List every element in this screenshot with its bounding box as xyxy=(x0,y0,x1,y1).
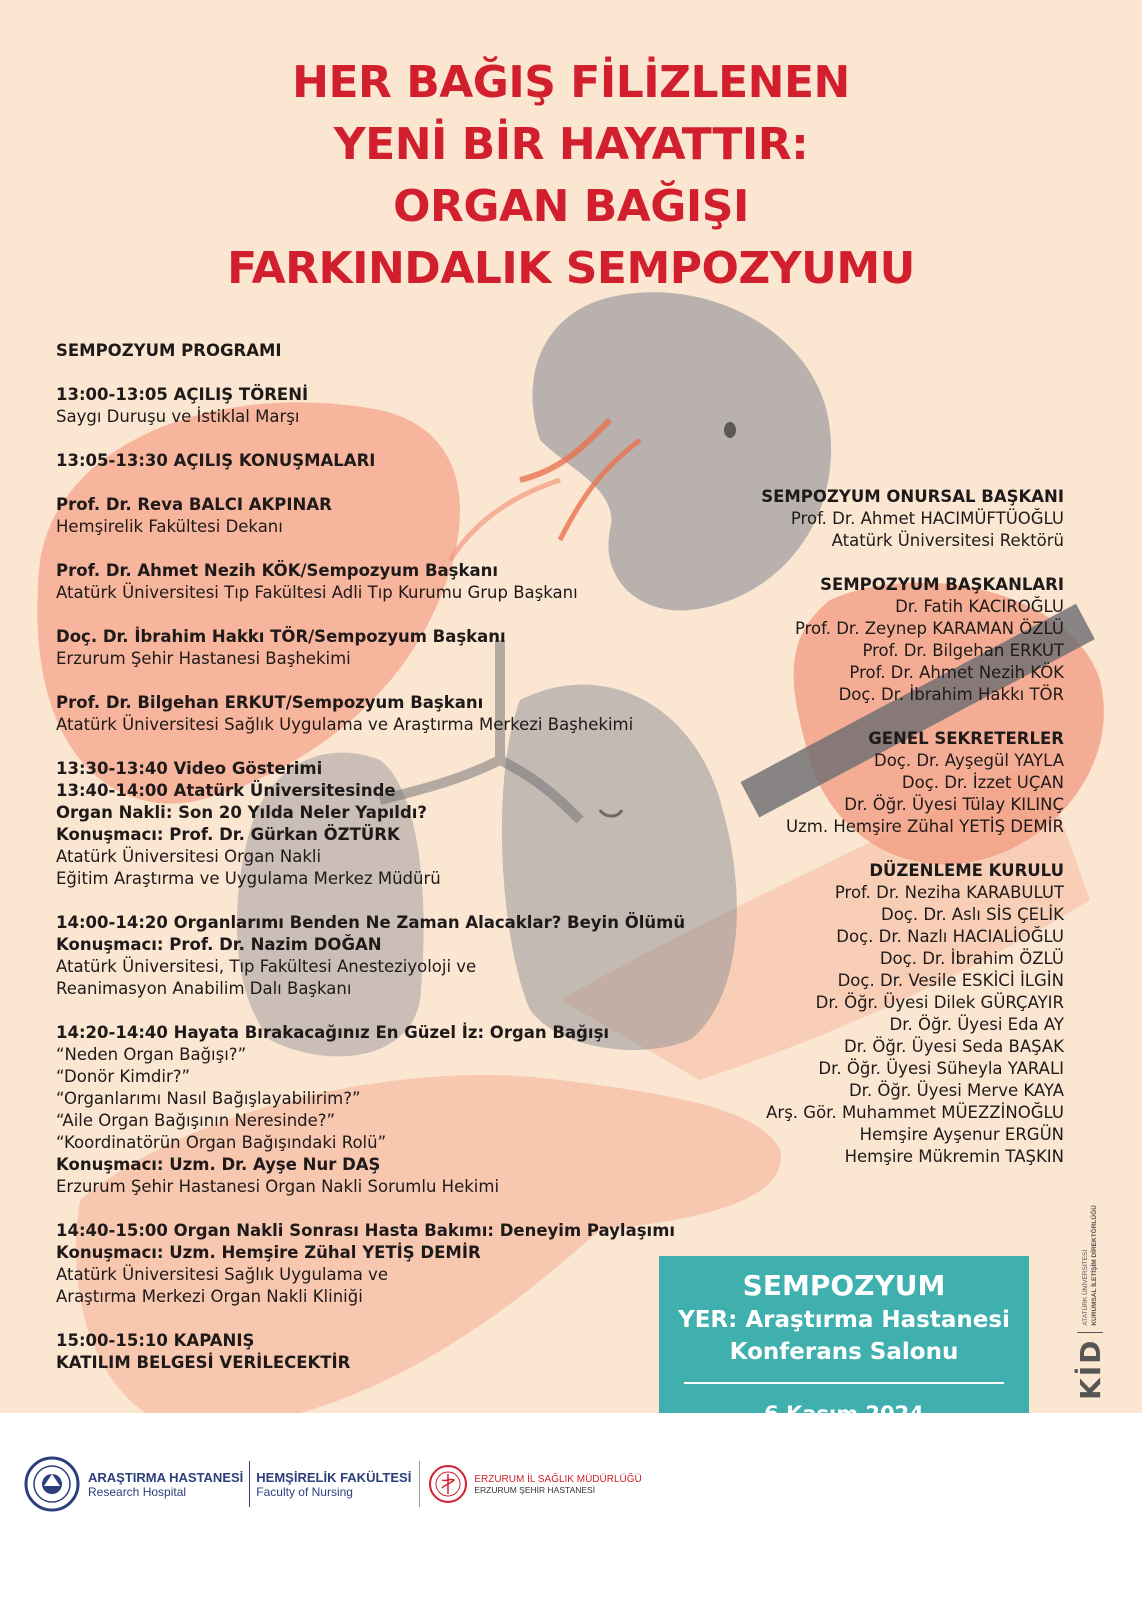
university-seal-icon xyxy=(24,1456,80,1512)
program-line: Reanimasyon Anabilim Dalı Başkanı xyxy=(56,979,352,998)
program-line: Atatürk Üniversitesi Organ Nakli xyxy=(56,847,322,866)
kid-text xyxy=(1081,1205,1099,1326)
hospital-logo-text xyxy=(88,1470,243,1499)
committee-member: Hemşire Ayşenur ERGÜN xyxy=(859,1125,1064,1144)
program-line: Araştırma Merkezi Organ Nakli Kliniği xyxy=(56,1287,363,1306)
committee-member: Prof. Dr. Ahmet Nezih KÖK xyxy=(849,663,1064,682)
program-bold-line: KATILIM BELGESİ VERİLECEKTİR xyxy=(56,1353,351,1372)
program-line: Atatürk Üniversitesi Sağlık Uygulama ve Araştırma Merkezi Başhekimi xyxy=(56,715,634,734)
event-label: SEMPOZYUM xyxy=(742,1269,946,1302)
program-bold-line: 13:40-14:00 Atatürk Üniversitesinde xyxy=(56,781,396,800)
program-bold-line: Prof. Dr. Reva BALCI AKPINAR xyxy=(56,495,332,514)
committee-member: Prof. Dr. Bilgehan ERKUT xyxy=(862,641,1064,660)
program-bold-line: Konuşmacı: Uzm. Hemşire Zühal YETİŞ DEMİR xyxy=(56,1243,481,1262)
committee-member: Prof. Dr. Ahmet HACIMÜFTÜOĞLU xyxy=(790,509,1064,528)
ministry-logo-text xyxy=(474,1474,641,1495)
event-place-line-2: Konferans Salonu xyxy=(729,1339,959,1365)
program-bold-line: Organ Nakli: Son 20 Yılda Neler Yapıldı? xyxy=(56,803,427,822)
event-place-line-1: YER: Araştırma Hastanesi xyxy=(678,1307,1010,1333)
program-bold-line: Prof. Dr. Bilgehan ERKUT/Sempozyum Başkanı xyxy=(56,693,484,712)
program-bold-line: 14:20-14:40 Hayata Bırakacağınız En Güzel İz: Organ Bağışı xyxy=(56,1023,610,1042)
committee-member: Dr. Öğr. Üyesi Seda BAŞAK xyxy=(843,1037,1064,1056)
program-bold-line: 13:30-13:40 Video Gösterimi xyxy=(56,759,323,778)
committee-heading: SEMPOZYUM ONURSAL BAŞKANI xyxy=(761,487,1064,506)
program-line: Eğitim Araştırma ve Uygulama Merkez Müdürü xyxy=(56,869,441,888)
committee-group xyxy=(644,486,1064,552)
committee-member: Doç. Dr. İbrahim Hakkı TÖR xyxy=(838,685,1064,704)
footer-logos xyxy=(24,1454,642,1514)
program-bold-line: Doç. Dr. İbrahim Hakkı TÖR/Sempozyum Başkanı xyxy=(56,627,506,646)
committee-member: Doç. Dr. İbrahim ÖZLÜ xyxy=(879,949,1064,968)
committee-member: Dr. Öğr. Üyesi Tülay KILINÇ xyxy=(844,795,1064,814)
committee-member: Dr. Öğr. Üyesi Eda AY xyxy=(889,1015,1064,1034)
committee-group xyxy=(644,574,1064,706)
committee-group xyxy=(644,728,1064,838)
program-item xyxy=(56,384,756,428)
committees xyxy=(644,486,1064,1190)
faculty-name-en: Faculty of Nursing xyxy=(256,1484,353,1499)
committee-member: Doç. Dr. Ayşegül YAYLA xyxy=(873,751,1064,770)
program-item xyxy=(56,450,756,472)
program-bold-line: 14:40-15:00 Organ Nakli Sonrası Hasta Bakımı: Deneyim Paylaşımı xyxy=(56,1221,676,1240)
program-line: Hemşirelik Fakültesi Dekanı xyxy=(56,517,283,536)
committee-member: Dr. Fatih KACIROĞLU xyxy=(895,597,1064,616)
kid-divider xyxy=(1077,1332,1103,1333)
program-line: “Donör Kimdir?” xyxy=(56,1067,191,1086)
title-line-2: YENİ BİR HAYATTIR: xyxy=(333,119,809,170)
kid-mark: KİD xyxy=(1073,1338,1107,1400)
kid-line-1: ATATÜRK ÜNİVERSİTESİ xyxy=(1082,1249,1089,1326)
city-hospital-name: ERZURUM ŞEHİR HASTANESİ xyxy=(474,1484,596,1495)
committee-member: Dr. Öğr. Üyesi Süheyla YARALI xyxy=(818,1059,1064,1078)
committee-member: Prof. Dr. Zeynep KARAMAN ÖZLÜ xyxy=(794,619,1064,638)
logo-separator xyxy=(249,1461,250,1507)
program-line: Atatürk Üniversitesi Tıp Fakültesi Adli Tıp Kurumu Grup Başkanı xyxy=(56,583,578,602)
committee-member: Atatürk Üniversitesi Rektörü xyxy=(831,531,1064,550)
program-bold-line: 14:00-14:20 Organlarımı Benden Ne Zaman Alacaklar? Beyin Ölümü xyxy=(56,913,686,932)
kid-line-2: KURUMSAL İLETİŞİM DİREKTÖRLÜĞÜ xyxy=(1091,1205,1098,1326)
kid-logo xyxy=(1060,1160,1120,1400)
program-line: “Koordinatörün Organ Bağışındaki Rolü” xyxy=(56,1133,387,1152)
committee-member: Dr. Öğr. Üyesi Merve KAYA xyxy=(848,1081,1064,1100)
program-bold-line: Konuşmacı: Prof. Dr. Nazim DOĞAN xyxy=(56,935,382,954)
program-bold-line: 13:00-13:05 AÇILIŞ TÖRENİ xyxy=(56,385,309,404)
committee-member: Arş. Gör. Muhammet MÜEZZİNOĞLU xyxy=(766,1103,1064,1122)
program-bold-line: 13:05-13:30 AÇILIŞ KONUŞMALARI xyxy=(56,451,376,470)
program-line: “Aile Organ Bağışının Neresinde?” xyxy=(56,1111,336,1130)
program-line: Erzurum Şehir Hastanesi Organ Nakli Sorumlu Hekimi xyxy=(56,1177,500,1196)
committee-member: Dr. Öğr. Üyesi Dilek GÜRÇAYIR xyxy=(815,993,1064,1012)
program-line: “Neden Organ Bağışı?” xyxy=(56,1045,247,1064)
hospital-name-en: Research Hospital xyxy=(88,1484,187,1499)
committee-member: Doç. Dr. Aslı SİS ÇELİK xyxy=(880,905,1064,924)
committee-member: Doç. Dr. Vesile ESKİCİ İLGİN xyxy=(837,971,1064,990)
program-heading: SEMPOZYUM PROGRAMI xyxy=(56,341,282,360)
committee-heading: GENEL SEKRETERLER xyxy=(868,729,1064,748)
title-line-1: HER BAĞIŞ FİLİZLENEN xyxy=(292,57,850,108)
committee-heading: DÜZENLEME KURULU xyxy=(869,861,1064,880)
program-bold-line: 15:00-15:10 KAPANIŞ xyxy=(56,1331,255,1350)
ministry-name: ERZURUM İL SAĞLIK MÜDÜRLÜĞÜ xyxy=(474,1473,642,1485)
logo-separator-2 xyxy=(419,1461,420,1507)
committee-member: Uzm. Hemşire Zühal YETİŞ DEMİR xyxy=(786,817,1064,836)
faculty-logo-text xyxy=(256,1470,411,1499)
committee-member: Doç. Dr. Nazlı HACIALİOĞLU xyxy=(836,927,1064,946)
poster-title xyxy=(0,52,1142,300)
title-line-3: ORGAN BAĞIŞI xyxy=(393,181,749,232)
event-divider xyxy=(684,1382,1004,1384)
program-line: “Organlarımı Nasıl Bağışlayabilirim?” xyxy=(56,1089,361,1108)
committee-member: Hemşire Mükremin TAŞKIN xyxy=(844,1147,1064,1166)
program-item xyxy=(56,1220,756,1308)
program-line: Atatürk Üniversitesi Sağlık Uygulama ve xyxy=(56,1265,388,1284)
hospital-name: ARAŞTIRMA HASTANESİ xyxy=(88,1469,244,1485)
committee-member: Doç. Dr. İzzet UÇAN xyxy=(901,773,1064,792)
committee-heading: SEMPOZYUM BAŞKANLARI xyxy=(820,575,1064,594)
program-line: Erzurum Şehir Hastanesi Başhekimi xyxy=(56,649,351,668)
program-bold-line: Prof. Dr. Ahmet Nezih KÖK/Sempozyum Başkanı xyxy=(56,561,499,580)
program-bold-line: Konuşmacı: Prof. Dr. Gürkan ÖZTÜRK xyxy=(56,825,400,844)
program-line: Saygı Duruşu ve İstiklal Marşı xyxy=(56,407,300,426)
faculty-name: HEMŞİRELİK FAKÜLTESİ xyxy=(256,1469,412,1485)
program-bold-line: Konuşmacı: Uzm. Dr. Ayşe Nur DAŞ xyxy=(56,1155,381,1174)
title-line-4: FARKINDALIK SEMPOZYUMU xyxy=(227,243,915,294)
program-line: Atatürk Üniversitesi, Tıp Fakültesi Anesteziyoloji ve xyxy=(56,957,477,976)
program-item xyxy=(56,1330,756,1374)
ministry-emblem-icon xyxy=(428,1464,468,1504)
committee-group xyxy=(644,860,1064,1168)
committee-member: Prof. Dr. Neziha KARABULUT xyxy=(834,883,1064,902)
